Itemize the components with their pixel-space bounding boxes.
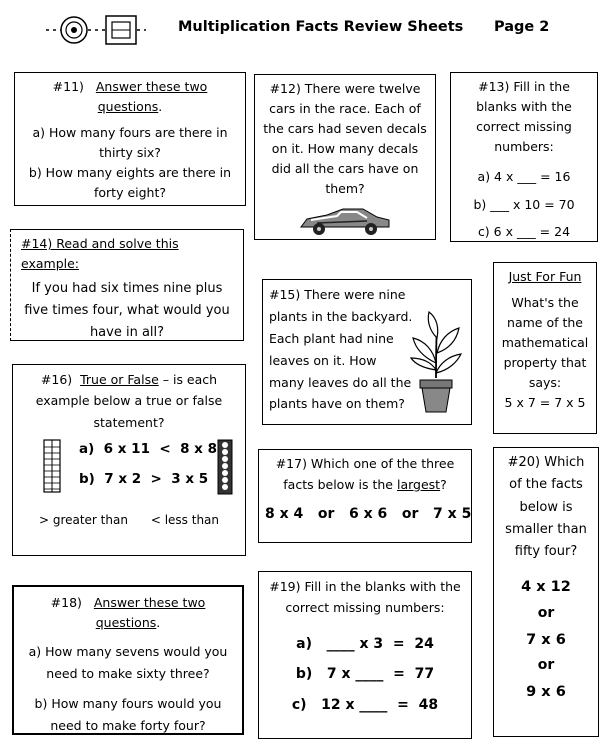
problem-11-heading: #11) Answer these two questions. — [52, 79, 208, 114]
problem-18-heading: #18) Answer these two questions. — [50, 595, 206, 630]
problem-20-question: #20) Which of the facts below is smaller than fifty four? — [505, 455, 587, 560]
counting-rods-left — [43, 439, 61, 493]
problem-17-text — [265, 454, 465, 495]
problem-14-text: If you had six times nine plus five times four, what would you have in all? — [24, 281, 230, 341]
problem-17-text-post: ? — [440, 476, 447, 492]
problem-17-facts: 8 x 4 or 6 x 6 or 7 x 5 — [265, 506, 472, 523]
just-for-fun-box — [493, 262, 597, 434]
legend-less-than: < less than — [150, 512, 220, 527]
page-number: Page 2 — [494, 19, 550, 35]
just-for-fun-equation: 5 x 7 = 7 x 5 — [504, 395, 586, 410]
problem-18-a: a) How many sevens would you need to make sixty three? — [28, 644, 228, 681]
problem-18-number: #18) — [50, 595, 82, 610]
problem-20-fact-1: 4 x 12 — [521, 578, 571, 595]
problem-16-b: b) 7 x 2 > 3 x 5 — [79, 470, 209, 487]
problem-14-heading — [19, 234, 235, 274]
problem-18-box — [12, 585, 244, 735]
problem-18-b: b) How many fours would you need to make forty four? — [34, 695, 222, 733]
problem-11-box — [14, 72, 246, 206]
problem-19-box — [258, 571, 472, 739]
problem-20-fact-3: 9 x 6 — [526, 684, 566, 701]
page-title: Multiplication Facts Review Sheets — [178, 19, 464, 35]
problem-20-or-2: or — [537, 657, 555, 674]
problem-19-c: c) 12 x ____ = 48 — [291, 697, 439, 714]
logo-graphic — [44, 10, 148, 50]
bead-column-right — [217, 439, 233, 495]
legend-greater-than: > greater than — [38, 512, 128, 527]
problem-12-box — [254, 74, 436, 240]
problem-19-b: b) 7 x ____ = 77 — [295, 666, 435, 683]
problem-19-intro: #19) Fill in the blanks with the correct missing numbers: — [269, 579, 461, 616]
problem-11-a: a) How many fours are there in thirty six? — [32, 125, 228, 160]
problem-13-a: a) 4 x ___ = 16 — [477, 169, 571, 184]
problem-16-heading — [21, 369, 237, 433]
problem-13-box — [450, 72, 598, 242]
problem-17-text-pre: #17) Which one of the three facts below is the — [275, 456, 455, 492]
just-for-fun-text: What's the name of the mathematical property that says: — [501, 295, 589, 390]
problem-20-text — [500, 452, 592, 564]
problem-18-title: Answer these two questions — [93, 595, 206, 630]
problem-16-a: a) 6 x 11 < 8 x 8 — [79, 440, 217, 457]
problem-16-instructions: – is each example below a true or false statement? — [35, 372, 223, 430]
problem-13-b: b) ___ x 10 = 70 — [473, 196, 575, 212]
race-car-illustration — [297, 203, 393, 237]
problem-15-box — [262, 279, 472, 425]
problem-20-or-1: or — [537, 604, 555, 621]
problem-19-a: a) ____ x 3 = 24 — [296, 635, 434, 652]
problem-16-title: True or False — [80, 372, 159, 387]
problem-14-title: #14) Read and solve this example: — [21, 236, 179, 271]
problem-16-box — [12, 364, 246, 556]
problem-11-number: #11) — [52, 79, 84, 94]
problem-11-b: b) How many eights are there in forty eight? — [28, 165, 232, 200]
problem-16-number: #16) — [40, 372, 73, 387]
problem-12-text: #12) There were twelve cars in the race. Each of the cars had seven decals on it. How many decals did all the cars have on them? — [263, 81, 427, 196]
problem-20-fact-2: 7 x 6 — [526, 631, 566, 648]
problem-13-c: c) 6 x ___ = 24 — [477, 224, 571, 239]
problem-13-intro: #13) Fill in the blanks with the correct missing numbers: — [476, 79, 572, 154]
problem-20-box — [493, 447, 599, 737]
just-for-fun-heading: Just For Fun — [508, 269, 582, 284]
potted-plant-illustration — [407, 308, 465, 416]
problem-15-text: #15) There were nine plants in the backyard. Each plant had nine leaves on it. How many leaves do all the plants have on them? — [269, 287, 413, 412]
problem-14-box — [10, 229, 244, 341]
problem-17-box — [258, 449, 472, 543]
problem-17-keyword: largest — [396, 476, 441, 492]
problem-11-title: Answer these two questions — [95, 79, 208, 114]
